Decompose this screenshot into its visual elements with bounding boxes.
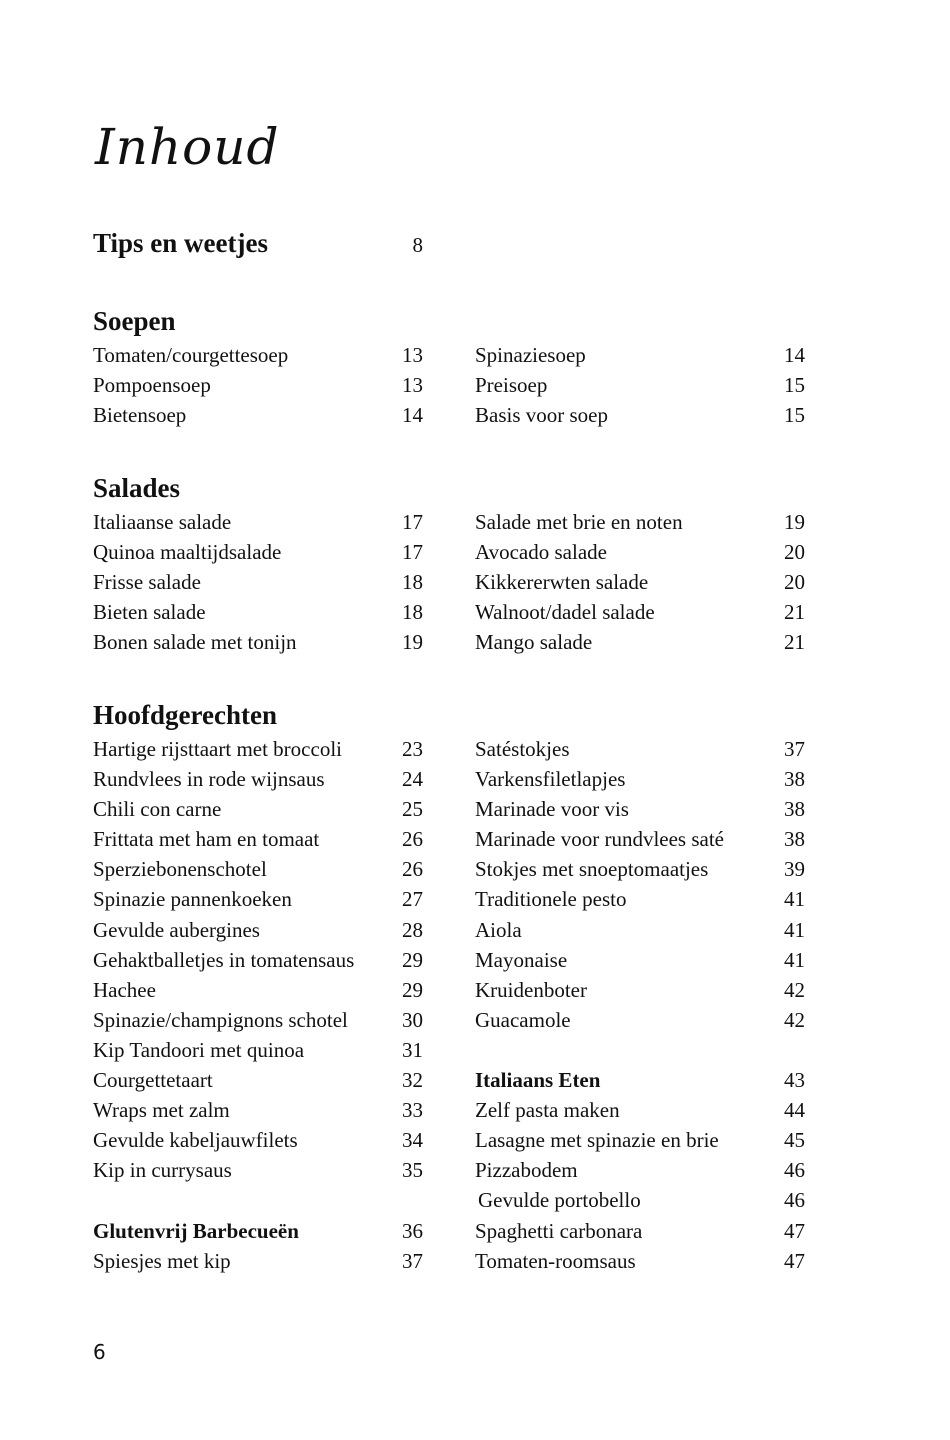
toc-row: [475, 854, 805, 884]
toc-row: [93, 340, 423, 370]
toc-row: [93, 627, 423, 657]
toc-entry-page: 44: [784, 1098, 805, 1123]
toc-entry-title: Varkensfiletlapjes: [475, 767, 626, 792]
toc-entry-title: Basis voor soep: [475, 403, 608, 428]
toc-entry-page: 31: [402, 1037, 423, 1062]
toc-row: [475, 1005, 805, 1035]
soepen-left-column: [93, 340, 423, 430]
toc-entry-title: Spinaziesoep: [475, 343, 586, 367]
toc-entry-page: 28: [402, 917, 423, 942]
toc-row: [475, 975, 805, 1005]
toc-entry-page: 36: [402, 1218, 423, 1243]
toc-entry-page: 21: [784, 630, 805, 655]
toc-row: [93, 854, 423, 884]
toc-entry-title: Avocado salade: [475, 540, 607, 565]
toc-row: [475, 1216, 805, 1246]
toc-entry-title: Sperziebonenschotel: [93, 857, 267, 882]
toc-entry-page: 47: [784, 1248, 805, 1273]
toc-entry-title: Frisse salade: [93, 570, 201, 595]
toc-entry-page: 45: [784, 1128, 805, 1153]
toc-entry-page: 20: [784, 540, 805, 565]
tips-label: Tips en weetjes: [93, 228, 268, 258]
toc-entry-title: Italiaans Eten: [475, 1068, 601, 1093]
toc-entry-page: 33: [402, 1098, 423, 1123]
soepen-right-column: [475, 340, 805, 430]
toc-entry-title: Courgettetaart: [93, 1068, 213, 1093]
toc-entry-page: 38: [784, 797, 805, 822]
toc-entry-page: 47: [784, 1218, 805, 1243]
toc-row: [475, 597, 805, 627]
toc-row: [475, 370, 805, 400]
toc-row: [93, 1246, 423, 1276]
toc-entry-page: 35: [402, 1158, 423, 1183]
toc-entry-title: Quinoa maaltijdsalade: [93, 540, 282, 565]
toc-row: [475, 1125, 805, 1155]
toc-row: [93, 1095, 423, 1125]
toc-row: [475, 1185, 805, 1215]
toc-entry-page: 27: [402, 887, 423, 912]
toc-entry-title: Bieten salade: [93, 600, 206, 625]
toc-entry-page: 37: [784, 737, 805, 761]
toc-entry-page: 13: [402, 343, 423, 367]
toc-entry-title: Tomaten/courgettesoep: [93, 343, 289, 367]
toc-entry-title: Hartige rijsttaart met broccoli: [93, 737, 342, 761]
toc-row: [93, 1155, 423, 1185]
toc-entry-title: Marinade voor vis: [475, 797, 629, 822]
toc-row: [93, 824, 423, 854]
toc-row: [475, 945, 805, 975]
toc-entry-title: Hachee: [93, 977, 156, 1002]
toc-row: [93, 400, 423, 430]
toc-entry-title: Wraps met zalm: [93, 1098, 230, 1123]
toc-entry-page: 21: [784, 600, 805, 625]
toc-entry-page: 24: [402, 767, 423, 792]
toc-entry-page: 46: [784, 1188, 805, 1213]
toc-entry-page: 15: [784, 373, 805, 398]
toc-entry-title: Lasagne met spinazie en brie: [475, 1128, 719, 1153]
toc-row: [93, 370, 423, 400]
toc-entry-title: Kikkererwten salade: [475, 570, 649, 595]
toc-entry-page: 13: [402, 373, 423, 398]
toc-entry-title: Salade met brie en noten: [475, 510, 683, 534]
hoofdgerechten-right-column: [475, 734, 805, 1276]
toc-entry-title: Glutenvrij Barbecueën: [93, 1218, 299, 1243]
toc-row: [93, 1125, 423, 1155]
toc-entry-page: 18: [402, 600, 423, 625]
toc-entry-title: Bietensoep: [93, 403, 187, 428]
toc-row: [475, 1246, 805, 1276]
toc-entry-title: Stokjes met snoeptomaatjes: [475, 857, 709, 882]
toc-entry-title: Mayonaise: [475, 947, 568, 972]
toc-entry-title: Chili con carne: [93, 797, 222, 822]
toc-subsection-row: [475, 1065, 805, 1095]
toc-row: [93, 734, 423, 764]
toc-row: [93, 567, 423, 597]
toc-entry-page: 41: [784, 947, 805, 972]
tips-entry: [93, 228, 423, 264]
toc-row: [475, 340, 805, 370]
toc-row: [475, 1155, 805, 1185]
toc-entry-title: Gevulde aubergines: [93, 917, 260, 942]
toc-entry-page: 19: [402, 630, 423, 655]
toc-row: [93, 915, 423, 945]
toc-row: [475, 1095, 805, 1125]
toc-row: [93, 1035, 423, 1065]
toc-row: [475, 734, 805, 764]
toc-entry-title: Preisoep: [475, 373, 548, 398]
toc-row: [93, 537, 423, 567]
toc-entry-page: 37: [402, 1248, 423, 1273]
toc-entry-page: 14: [784, 343, 805, 367]
toc-row: [475, 627, 805, 657]
tips-page: 8: [412, 233, 423, 257]
toc-row: [475, 400, 805, 430]
toc-entry-page: 34: [402, 1128, 423, 1153]
toc-entry-page: 43: [784, 1068, 805, 1093]
toc-entry-page: 38: [784, 767, 805, 792]
toc-entry-page: 17: [402, 540, 423, 565]
toc-entry-title: Gevulde kabeljauwfilets: [93, 1128, 298, 1153]
section-heading-salades: Salades: [93, 473, 181, 503]
toc-entry-page: 29: [402, 977, 423, 1002]
toc-entry-title: Walnoot/dadel salade: [475, 600, 655, 625]
toc-entry-title: Traditionele pesto: [475, 887, 627, 912]
toc-entry-page: 41: [784, 917, 805, 942]
toc-entry-title: Bonen salade met tonijn: [93, 630, 297, 655]
toc-entry-page: 18: [402, 570, 423, 595]
toc-row: [93, 1185, 423, 1215]
toc-row: [475, 794, 805, 824]
salades-left-column: [93, 507, 423, 657]
toc-entry-title: Kip Tandoori met quinoa: [93, 1037, 305, 1062]
toc-entry-title: Spiesjes met kip: [93, 1248, 231, 1273]
toc-row: [93, 794, 423, 824]
section-heading-soepen: Soepen: [93, 306, 176, 336]
toc-entry-page: 17: [402, 510, 423, 534]
toc-row: [93, 884, 423, 914]
toc-row: [93, 1065, 423, 1095]
toc-entry-page: 19: [784, 510, 805, 534]
toc-entry-title: Gevulde portobello: [478, 1188, 641, 1213]
toc-entry-page: 46: [784, 1158, 805, 1183]
toc-entry-title: Tomaten-roomsaus: [475, 1248, 636, 1273]
toc-row: [93, 597, 423, 627]
page-number: 6: [93, 1340, 106, 1364]
toc-entry-page: 32: [402, 1068, 423, 1093]
toc-row: [93, 945, 423, 975]
toc-row: [475, 915, 805, 945]
toc-entry-title: Spaghetti carbonara: [475, 1218, 643, 1243]
toc-entry-title: Marinade voor rundvlees saté: [475, 827, 724, 852]
toc-row: [475, 1035, 805, 1065]
toc-row: [93, 764, 423, 794]
toc-entry-page: 30: [402, 1007, 423, 1032]
toc-row: [475, 884, 805, 914]
toc-entry-title: Mango salade: [475, 630, 593, 655]
toc-entry-page: 25: [402, 797, 423, 822]
toc-entry-title: Satéstokjes: [475, 737, 570, 761]
toc-entry-title: Kip in currysaus: [93, 1158, 232, 1183]
toc-entry-title: Gehaktballetjes in tomatensaus: [93, 947, 355, 972]
toc-row: [93, 1005, 423, 1035]
salades-right-column: [475, 507, 805, 657]
toc-entry-title: Kruidenboter: [475, 977, 587, 1002]
toc-row: [475, 764, 805, 794]
toc-row: [475, 507, 805, 537]
toc-entry-title: Spinazie/champignons schotel: [93, 1007, 348, 1032]
toc-row: [475, 537, 805, 567]
toc-entry-title: Frittata met ham en tomaat: [93, 827, 320, 852]
toc-subsection-row: [93, 1216, 423, 1246]
toc-entry-page: 26: [402, 857, 423, 882]
toc-entry-title: Zelf pasta maken: [475, 1098, 620, 1123]
toc-entry-page: 42: [784, 1007, 805, 1032]
toc-entry-title: Rundvlees in rode wijnsaus: [93, 767, 325, 792]
page-title: Inhoud: [95, 118, 280, 176]
toc-entry-title: Pompoensoep: [93, 373, 211, 398]
toc-entry-page: 42: [784, 977, 805, 1002]
toc-entry-page: 29: [402, 947, 423, 972]
toc-entry-title: Pizzabodem: [475, 1158, 578, 1183]
toc-entry-page: 38: [784, 827, 805, 852]
toc-row: [475, 824, 805, 854]
toc-entry-page: 20: [784, 570, 805, 595]
toc-entry-page: 15: [784, 403, 805, 428]
toc-entry-page: 14: [402, 403, 423, 428]
toc-row: [475, 567, 805, 597]
toc-entry-page: 41: [784, 887, 805, 912]
toc-row: [93, 507, 423, 537]
toc-entry-page: 23: [402, 737, 423, 761]
toc-entry-title: Aiola: [475, 917, 522, 942]
toc-entry-page: 39: [784, 857, 805, 882]
toc-row: [93, 975, 423, 1005]
toc-entry-title: Spinazie pannenkoeken: [93, 887, 292, 912]
section-heading-hoofdgerechten: Hoofdgerechten: [93, 700, 277, 730]
toc-entry-title: Guacamole: [475, 1007, 571, 1032]
hoofdgerechten-left-column: [93, 734, 423, 1276]
toc-entry-title: Italiaanse salade: [93, 510, 232, 534]
toc-entry-page: 26: [402, 827, 423, 852]
